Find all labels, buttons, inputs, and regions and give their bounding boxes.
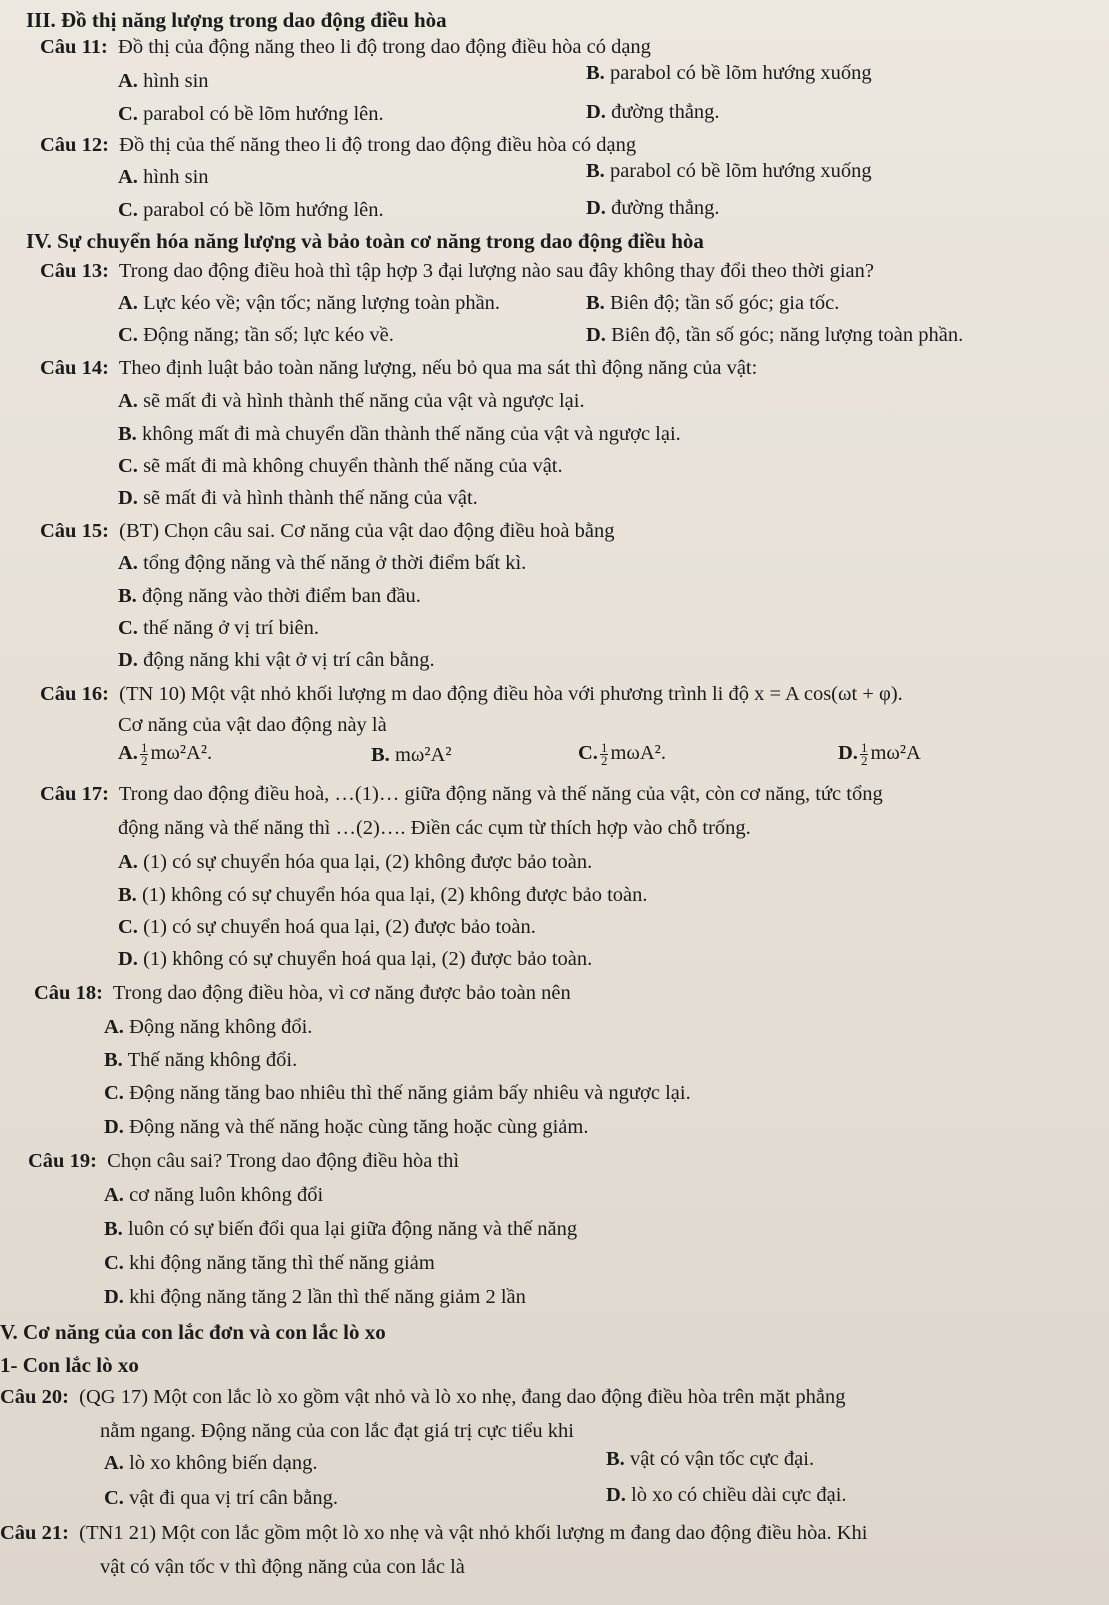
q15-option-c[interactable] [118,617,319,640]
q11-option-c[interactable] [118,103,384,126]
option-letter: B. [118,585,137,607]
option-letter: A. [104,1016,124,1038]
question-13 [40,260,874,283]
question-21 [0,1522,867,1545]
question-number: Câu 19: [28,1150,97,1172]
question-text: (QG 17) Một con lắc lò xo gồm vật nhỏ và lò xo nhẹ, đang dao động điều hòa trên mặt phẳng [79,1386,846,1408]
option-letter: A. [104,1452,124,1474]
q14-option-d[interactable] [118,487,478,510]
option-letter: A. [118,851,138,873]
option-letter: D. [838,742,858,765]
q12-option-c[interactable] [118,199,384,222]
q20-option-a[interactable] [104,1452,318,1475]
option-letter: B. [371,744,390,766]
fraction-half: $\frac{1}{2}$ [140,740,148,768]
option-letter: D. [606,1484,626,1506]
option-letter: D. [118,948,138,970]
option-text: parabol có bề lõm hướng xuống [609,62,872,84]
subsection-heading-spring-pendulum: 1- Con lắc lò xo [0,1353,139,1377]
question-number: Câu 17: [40,783,109,805]
question-11 [40,36,651,59]
option-letter: D. [118,649,138,671]
question-text: Đồ thị của động năng theo li độ trong dao động điều hòa có dạng [118,36,651,58]
option-text: Động năng; tần số; lực kéo về. [143,324,394,346]
q11-option-b[interactable] [586,62,872,85]
option-letter: C. [118,324,138,346]
q14-option-b[interactable] [118,423,681,446]
option-text: Thế năng không đổi. [127,1049,298,1071]
option-text: tổng động năng và thế năng ở thời điểm bất kì. [143,552,527,574]
option-letter: C. [118,103,138,125]
option-text: đường thẳng. [611,101,720,123]
q19-option-d[interactable] [104,1286,526,1309]
question-number: Câu 13: [40,260,109,282]
q12-option-a[interactable] [118,166,209,189]
question-number: Câu 16: [40,683,109,705]
option-letter: D. [118,487,138,509]
question-text: Trong dao động điều hòa, vì cơ năng được bảo toàn nên [112,982,571,1004]
q13-option-b[interactable] [586,292,839,315]
q17-option-c[interactable] [118,916,536,939]
option-text: mω²A² [394,744,452,766]
q15-option-d[interactable] [118,649,435,672]
option-letter: C. [118,199,138,221]
option-text: vật có vận tốc cực đại. [629,1448,815,1470]
option-letter: B. [104,1049,123,1071]
question-17 [40,783,883,806]
option-text: hình sin [143,70,209,92]
option-text: mω²A². [150,742,213,765]
fraction-half: $\frac{1}{2}$ [600,740,608,768]
question-text: Trong dao động điều hoà, …(1)… giữa động năng và thế năng của vật, còn cơ năng, tức tổng [118,783,883,805]
section-heading-v: V. Cơ năng của con lắc đơn và con lắc lò xo [0,1320,386,1344]
question-text: Theo định luật bảo toàn năng lượng, nếu bỏ qua ma sát thì động năng của vật: [118,357,758,379]
q19-option-b[interactable] [104,1218,577,1241]
q13-option-d[interactable] [586,324,963,347]
question-number: Câu 18: [34,982,103,1004]
option-letter: B. [586,292,605,314]
option-text: Động năng tăng bao nhiêu thì thế năng giảm bấy nhiêu và ngược lại. [129,1082,691,1104]
q20-option-c[interactable] [104,1487,338,1510]
option-text: parabol có bề lõm hướng lên. [143,103,384,125]
question-text: Chọn câu sai? Trong dao động điều hòa thì [107,1150,460,1172]
q14-option-a[interactable] [118,390,585,413]
option-letter: A. [118,70,138,92]
option-text: (1) có sự chuyển hoá qua lại, (2) được bảo toàn. [143,916,536,938]
question-number: Câu 15: [40,520,109,542]
option-letter: B. [586,160,605,182]
question-text: (BT) Chọn câu sai. Cơ năng của vật dao động điều hoà bằng [119,520,615,542]
option-text: parabol có bề lõm hướng lên. [143,199,384,221]
option-text: khi động năng tăng thì thế năng giảm [129,1252,435,1274]
q14-option-c[interactable] [118,455,563,478]
option-letter: A. [104,1184,124,1206]
q18-option-b[interactable] [104,1049,297,1072]
q17-option-d[interactable] [118,948,592,971]
option-text: sẽ mất đi và hình thành thế năng của vật và ngược lại. [143,390,585,412]
option-letter: D. [586,324,606,346]
question-12 [40,134,636,157]
q16-option-c[interactable] [578,742,666,767]
option-letter: D. [586,197,606,219]
option-letter: A. [118,552,138,574]
q20-option-d[interactable] [606,1484,847,1507]
option-letter: B. [606,1448,625,1470]
option-text: hình sin [143,166,209,188]
q13-option-a[interactable] [118,292,500,315]
q18-option-c[interactable] [104,1082,691,1105]
q19-option-a[interactable] [104,1184,323,1207]
q12-option-b[interactable] [586,160,872,183]
option-text: mωA². [610,742,666,765]
q17-option-a[interactable] [118,851,592,874]
option-text: Lực kéo về; vận tốc; năng lượng toàn phần. [143,292,501,314]
option-text: cơ năng luôn không đổi [129,1184,324,1206]
q13-option-c[interactable] [118,324,394,347]
question-17-line2: động năng và thế năng thì …(2)…. Điền các cụm từ thích hợp vào chỗ trống. [118,817,751,839]
question-text: Đồ thị của thế năng theo li độ trong dao động điều hòa có dạng [119,134,637,156]
option-text: động năng vào thời điểm ban đầu. [141,585,421,607]
option-letter: A. [118,166,138,188]
section-heading-iv: IV. Sự chuyển hóa năng lượng và bảo toàn cơ năng trong dao động điều hòa [26,229,704,253]
option-letter: C. [118,455,138,477]
q16-option-d[interactable] [838,742,921,767]
option-letter: A. [118,390,138,412]
option-text: vật đi qua vị trí cân bằng. [129,1487,338,1509]
question-20 [0,1386,845,1409]
option-text: (1) có sự chuyển hóa qua lại, (2) không được bảo toàn. [143,851,593,873]
option-letter: C. [118,916,138,938]
question-16 [40,683,903,706]
question-text: Trong dao động điều hoà thì tập hợp 3 đại lượng nào sau đây không thay đổi theo thời gian? [118,260,874,282]
option-letter: B. [118,884,137,906]
question-18 [34,982,571,1005]
question-21-line2: vật có vận tốc v thì động năng của con lắc là [100,1556,465,1578]
option-text: lò xo không biến dạng. [129,1452,318,1474]
question-number: Câu 11: [40,36,108,58]
option-text: mω²A [870,742,921,765]
q19-option-c[interactable] [104,1252,435,1275]
option-text: đường thẳng. [611,197,720,219]
q17-option-b[interactable] [118,884,648,907]
option-text: (1) không có sự chuyển hóa qua lại, (2) không được bảo toàn. [141,884,648,906]
option-letter: B. [104,1218,123,1240]
option-letter: A. [118,742,138,765]
option-text: Động năng và thế năng hoặc cùng tăng hoặc cùng giảm. [129,1116,589,1138]
option-text: Biên độ; tần số góc; gia tốc. [609,292,840,314]
question-number: Câu 20: [0,1386,69,1408]
option-letter: C. [118,617,138,639]
question-14 [40,357,757,380]
option-text: động năng khi vật ở vị trí cân bằng. [143,649,435,671]
option-text: lò xo có chiều dài cực đại. [631,1484,847,1506]
question-20-line2: nằm ngang. Động năng của con lắc đạt giá trị cực tiểu khi [100,1420,574,1442]
question-number: Câu 14: [40,357,109,379]
option-text: sẽ mất đi mà không chuyển thành thế năng của vật. [143,455,563,477]
question-16-line2: Cơ năng của vật dao động này là [118,714,387,736]
option-letter: D. [104,1286,124,1308]
option-letter: C. [104,1082,124,1104]
q15-option-b[interactable] [118,585,421,608]
option-text: Động năng không đổi. [129,1016,313,1038]
option-letter: C. [104,1487,124,1509]
q11-option-d[interactable] [586,101,720,124]
q18-option-d[interactable] [104,1116,588,1139]
option-letter: B. [586,62,605,84]
question-number: Câu 12: [40,134,109,156]
question-text: (TN1 21) Một con lắc gồm một lò xo nhẹ và vật nhỏ khối lượng m đang dao động điều hòa. Khi [79,1522,868,1544]
q16-option-b[interactable] [371,744,451,767]
option-text: sẽ mất đi và hình thành thế năng của vật. [143,487,478,509]
section-heading-iii: III. Đồ thị năng lượng trong dao động điều hòa [26,8,447,32]
option-text: (1) không có sự chuyển hoá qua lại, (2) được bảo toàn. [143,948,593,970]
question-15 [40,520,615,543]
q18-option-a[interactable] [104,1016,312,1039]
option-letter: D. [586,101,606,123]
option-letter: B. [118,423,137,445]
option-text: khi động năng tăng 2 lần thì thế năng giảm 2 lần [129,1286,526,1308]
question-number: Câu 21: [0,1522,69,1544]
option-text: không mất đi mà chuyển dần thành thế năng của vật và ngược lại. [141,423,681,445]
option-text: Biên độ, tần số góc; năng lượng toàn phần. [611,324,964,346]
option-text: parabol có bề lõm hướng xuống [609,160,872,182]
q11-option-a[interactable] [118,70,209,93]
option-letter: C. [104,1252,124,1274]
question-text: (TN 10) Một vật nhỏ khối lượng m dao động điều hòa với phương trình li độ x = A cos(ωt + φ). [119,683,903,705]
fraction-half: $\frac{1}{2}$ [860,740,868,768]
option-text: thế năng ở vị trí biên. [143,617,320,639]
option-letter: D. [104,1116,124,1138]
question-19 [28,1150,459,1173]
q20-option-b[interactable] [606,1448,814,1471]
option-letter: A. [118,292,138,314]
q12-option-d[interactable] [586,197,720,220]
q16-option-a[interactable] [118,742,212,767]
q15-option-a[interactable] [118,552,526,575]
option-text: luôn có sự biến đổi qua lại giữa động năng và thế năng [127,1218,578,1240]
option-letter: C. [578,742,598,765]
